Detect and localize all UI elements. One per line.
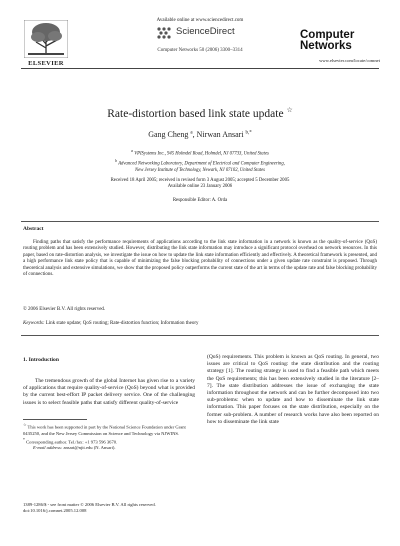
issn-line: 1389-1286/$ - see front matter © 2006 Elsevier B.V. All rights reserved. <box>23 502 156 507</box>
page-footer <box>23 502 223 514</box>
left-column-text: The tremendous growth of the global Internet has given rise to a variety of applications that require quality-of-service (QoS) beyond what is provided by the current best-effort IP packet delivery service. One of the challenging issues is to select feasible paths that satisfy different quality-of-service <box>23 378 195 406</box>
affil-text: VPISystems Inc., 945 Holmdel Road, Holmdel, NJ 07733, United States <box>134 151 269 157</box>
journal-logo-line2: Networks <box>300 40 352 52</box>
footnote-rule <box>23 419 87 420</box>
title-footnote-mark[interactable]: ☆ <box>286 106 293 114</box>
available-online-text: Available online at www.sciencedirect.com <box>156 18 244 23</box>
affil-text: New Jersey Institute of Technology, Newark, NJ 07102, United States <box>134 167 266 173</box>
header-divider <box>21 68 379 69</box>
sciencedirect-dots-icon <box>156 26 174 40</box>
elsevier-tree-logo <box>24 20 68 58</box>
received-dates: Received 18 April 2005; received in revised form 3 August 2005; accepted 5 December 2005 <box>110 178 290 183</box>
available-date: Available online 23 January 2006 <box>167 184 233 190</box>
affil-text: Advanced Networking Laboratory, Department of Electrical and Computer Engineering, <box>118 161 285 167</box>
journal-logo <box>300 30 354 52</box>
footnote-text: This work has been supported in part by the National Science Foundation under Grant 0435250, and the New Jersey Commission on Science and Technology via NJWINS. <box>23 424 186 436</box>
sciencedirect-logo: ScienceDirect <box>176 26 235 37</box>
publisher-name: ELSEVIER <box>28 60 64 67</box>
abstract-body: Finding paths that satisfy the performance requirements of applications according to the link state information in a network is known as the quality-of-service (QoS) routing problem and has been extensively studied. However, distributing the link state information may introduce a significant protocol overhead on network resources. In this paper, based on rate-distortion analysis, we investigate the issue on how to update the link state information efficiently and effectively. A theoretical framework is presented, and a high performance link state policy that is capable of minimizing the false blocking probability of connections under a given update rate constraint is proposed. Through theoretical analysis and extensive simulations, we show that the proposed policy outperforms the current state of the art in terms of the update rate and false blocking probability of connections. <box>23 240 377 278</box>
footnote <box>23 437 195 446</box>
keywords-label: Keywords: <box>23 321 45 326</box>
keywords-line <box>23 321 377 326</box>
footnotes <box>23 422 195 451</box>
affiliation-line <box>20 158 380 168</box>
affil-mark: b <box>115 158 118 163</box>
title-text: Rate-distortion based link state update <box>107 107 284 120</box>
responsible-editor: Responsible Editor: A. Orda <box>172 198 228 203</box>
affiliation-line <box>20 148 380 158</box>
journal-citation: Computer Networks 50 (2006) 3300–3314 <box>157 48 243 53</box>
author-affil-mark[interactable]: a <box>190 130 193 136</box>
article-title <box>20 106 380 120</box>
right-column-text: (QoS) requirements. This problem is known as QoS routing. In general, two issues are critical to QoS routing: the state distribution and the routing strategy [1]. The routing strategy is used to find a feasible path which meets the QoS requirements; this has been extensively studied in the literature [2–7]. The state distribution addresses the issue of exchanging the state information throughout the network and can be further decomposed into two sub-problems: when to update and how to disseminate the link state information. This paper focuses on the state distribution, especially on the former sub-problem. A number of research works have also been reported on how to disseminate the link state <box>207 354 379 425</box>
journal-logo-line1: Computer <box>300 29 355 41</box>
affil-mark: a <box>131 149 134 153</box>
doi-link[interactable]: doi:10.1016/j.comnet.2005.12.008 <box>23 508 87 513</box>
footnote-mark: * <box>23 437 25 442</box>
affiliations <box>20 148 380 174</box>
affiliation-line <box>20 168 380 174</box>
article-history <box>20 178 380 191</box>
journal-url[interactable]: www.elsevier.com/locate/comnet <box>319 58 380 63</box>
footnote-label: E-mail address: <box>33 445 63 451</box>
abstract-bottom-rule <box>21 335 379 336</box>
abstract-top-rule <box>21 221 379 222</box>
author-affil-mark[interactable]: b,* <box>245 130 252 136</box>
keywords-text: Link state update; QoS routing; Rate-distortion function; Information theory <box>45 321 199 326</box>
author-list <box>20 130 380 139</box>
footnote <box>23 422 195 437</box>
abstract-copyright: © 2006 Elsevier B.V. All rights reserved. <box>23 307 106 312</box>
author-separator: , <box>192 130 197 139</box>
footnote <box>23 445 195 451</box>
footnote-text: Corresponding author. Tel./fax: +1 973 596 3670. <box>26 439 118 445</box>
section-heading: 1. Introduction <box>23 357 59 363</box>
author-name: Gang Cheng <box>148 130 189 139</box>
author-name: Nirwan Ansari <box>196 130 244 139</box>
footnote-mark: ☆ <box>23 423 27 427</box>
email-link[interactable]: ansari@njit.edu (N. Ansari). <box>63 445 116 451</box>
abstract-heading: Abstract <box>23 226 44 232</box>
